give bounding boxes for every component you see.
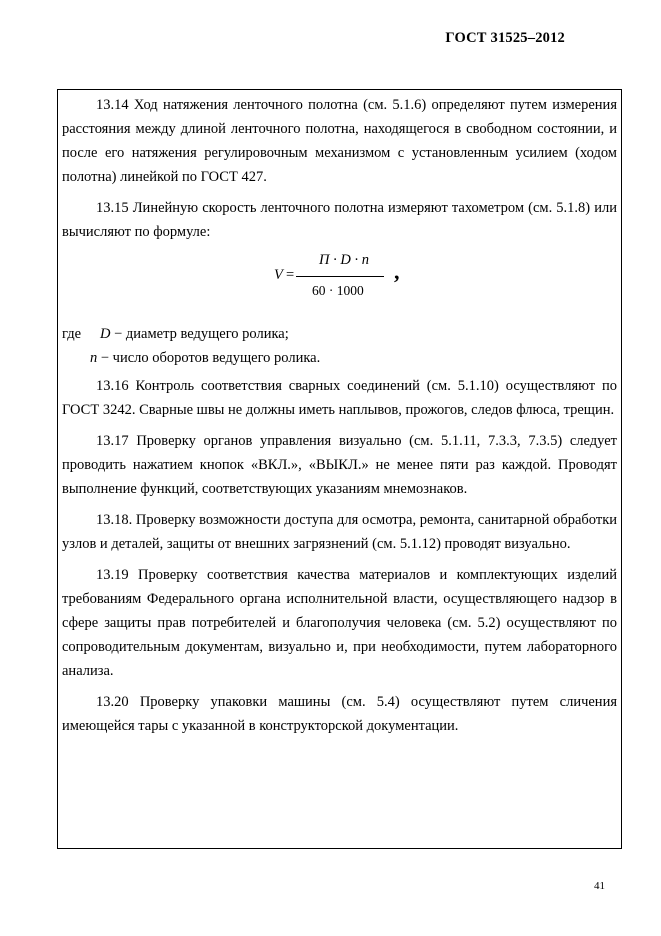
paragraph-13-18: 13.18. Проверку возможности доступа для осмотра, ремонта, санитарной обработки узлов и деталей, защиты от внешних загрязнений (см. 5.1.12) проводят визуально. xyxy=(62,512,617,552)
fraction-bar xyxy=(296,276,384,277)
formula-numerator: Π · D · n xyxy=(319,252,369,268)
formula-equals: = xyxy=(286,267,295,283)
where-d xyxy=(62,322,617,346)
document-header: ГОСТ 31525–2012 xyxy=(445,30,565,46)
where-n xyxy=(90,346,617,370)
speed-formula xyxy=(62,244,617,322)
formula-lhs: V xyxy=(274,267,283,283)
paragraph-13-14: 13.14 Ход натяжения ленточного полотна (см. 5.1.6) определяют путем измерения расстояния между длиной ленточного полотна, находящегося в свободном состоянии, и после его натяжения регулировочным механизмом с установленным усилием (ходом полотна) линейкой по ГОСТ 427. xyxy=(62,97,617,185)
paragraph-13-20: 13.20 Проверку упаковки машины (см. 5.4) осуществляют путем сличения имеющейся тары с указанной в конструкторской документации. xyxy=(62,694,617,734)
where-label: где xyxy=(62,326,82,342)
paragraph-13-15: 13.15 Линейную скорость ленточного полотна измеряют тахометром (см. 5.1.8) или вычисляют по формуле: xyxy=(62,200,617,240)
paragraph-13-17: 13.17 Проверку органов управления визуально (см. 5.1.11, 7.3.3, 7.3.5) следует проводить нажатием кнопок «ВКЛ.», «ВЫКЛ.» не менее пяти раз каждой. Проводят выполнение функций, соответствующих указаниям мнемознаков. xyxy=(62,433,617,497)
formula-denominator: 60 · 1000 xyxy=(312,283,364,298)
where-d-var: D xyxy=(100,326,111,342)
page-number: 41 xyxy=(594,880,605,892)
where-n-desc: − число оборотов ведущего ролика. xyxy=(100,350,321,366)
where-n-var: n xyxy=(90,350,98,366)
paragraph-13-19: 13.19 Проверку соответствия качества материалов и комплектующих изделий требованиям Федерального органа исполнительной власти, осуществляющего надзор в сфере защиты прав потребителей и благополучия человека (см. 5.2) осуществляют по сопроводительным документам, визуально и, при необходимости, путем лабораторного анализа. xyxy=(62,567,617,679)
where-d-desc: − диаметр ведущего ролика; xyxy=(114,326,289,342)
formula-comma: , xyxy=(394,259,400,284)
paragraph-13-16: 13.16 Контроль соответствия сварных соединений (см. 5.1.10) осуществляют по ГОСТ 3242. Сварные швы не должны иметь наплывов, прожогов, следов флюса, трещин. xyxy=(62,378,617,418)
document-body xyxy=(62,93,617,738)
